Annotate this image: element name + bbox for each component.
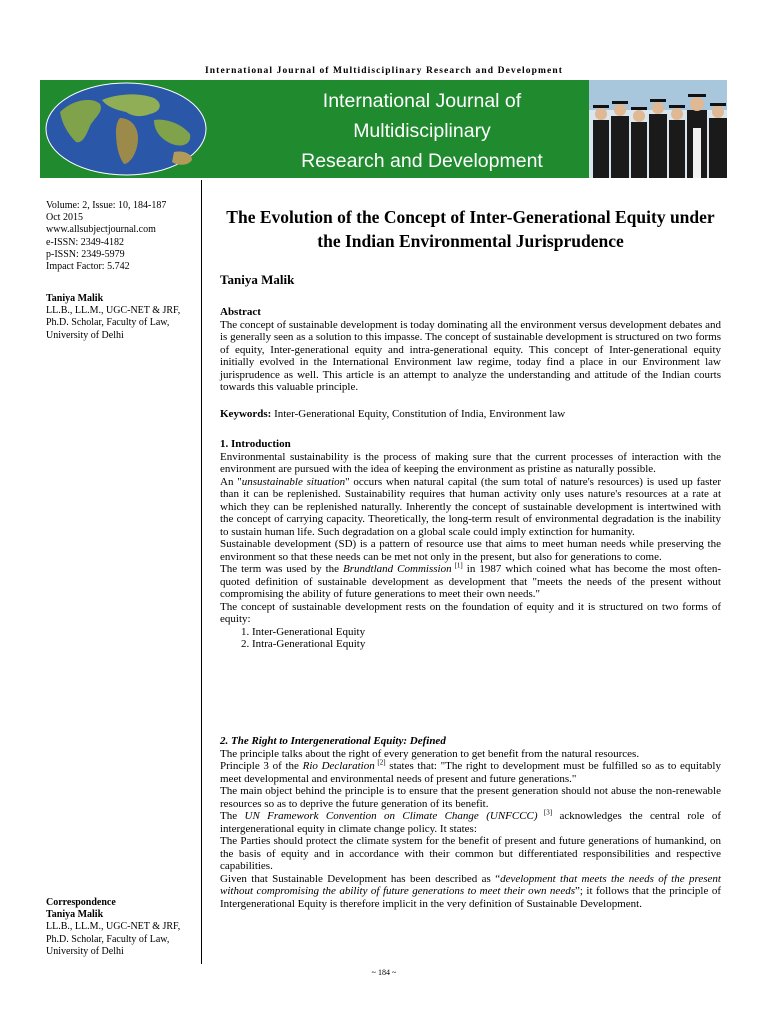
equity-forms-list <box>220 626 721 651</box>
brundtland-commission-term: Brundtland Commission <box>343 563 452 575</box>
journal-banner <box>40 80 727 178</box>
sidebar-author-affiliation: LL.B., LL.M., UGC-NET & JRF, Ph.D. Scholar, Faculty of Law, University of Delhi <box>46 305 181 341</box>
correspondence-label: Correspondence <box>46 897 116 908</box>
section-2-paragraph-5: The Parties should protect the climate system for the benefit of present and future generations of humankind, on the basis of equity and in accordance with their common but differentiated responsibilities and respective capabilities. <box>220 835 721 872</box>
meta-website: www.allsubjectjournal.com <box>46 224 156 236</box>
banner-title <box>272 86 572 176</box>
section-2-paragraph-1: The principle talks about the right of every generation to get benefit from the natural resources. <box>220 747 640 760</box>
globe-image <box>42 82 210 176</box>
intro-paragraph-1: Environmental sustainability is the process of making sure that the current processes of interaction with the environment are pursued with the idea of keeping the environment as pristine as naturally possible. <box>220 450 721 475</box>
keywords-text: Inter-Generational Equity, Constitution of India, Environment law <box>271 408 566 420</box>
sidebar-author-name: Taniya Malik <box>46 293 104 304</box>
abstract-section <box>220 306 721 394</box>
abstract-text: The concept of sustainable development is today dominating all the environment versus development debates and is generally seen as a solution to this impasse. The concept of sustainable development is structured on two forms of equity, Inter-generational equity and intra-generational equity. This concept of Inter-generational equity initially evolved in the International Environment law regime, today find a place in our Environment law jurisprudence as well. This article is an attempt to analyze the understanding and attitude of the Indian courts towards this valuable principle. <box>220 318 721 393</box>
abstract-heading: Abstract <box>220 306 261 318</box>
keywords-label: Keywords: <box>220 408 272 420</box>
correspondence-name: Taniya Malik <box>46 909 104 921</box>
graduates-photo <box>589 80 727 178</box>
meta-date: Oct 2015 <box>46 212 83 224</box>
keywords-section <box>220 408 721 421</box>
banner-title-line-2: Multidisciplinary <box>353 120 491 142</box>
rio-declaration-term: Rio Declaration <box>302 760 375 772</box>
banner-title-line-1: International Journal of <box>322 90 522 112</box>
article-author: Taniya Malik <box>220 272 295 287</box>
intro-paragraph-2: An "unsustainable situation" occurs when natural capital (the sum total of nature's resources) is used up faster than it can be replenished. Sustainability requires that human activity only uses nature's resources at a rate at which they can be replenished naturally. Inherently the concept of sustainable development is intertwined with the concept of carrying capacity. Theoretically, the long-term result of environmental degradation is the inability to sustain human life. Such degradation on a global scale could imply extinction for humanity. <box>220 475 721 538</box>
meta-eissn: e-ISSN: 2349-4182 <box>46 236 125 248</box>
banner-title-line-3: Research and Development <box>301 150 543 172</box>
section-2-paragraph-4: The UN Framework Convention on Climate Change (UNFCCC) [3] acknowledges the central role of intergenerational equity in climate change policy. It states: <box>220 808 721 835</box>
unsustainable-situation-term: unsustainable situation <box>241 475 346 488</box>
page-number: ~ 184 ~ <box>371 968 397 977</box>
section-2-heading: 2. The Right to Intergenerational Equity: Defined <box>220 735 446 747</box>
sidebar-divider <box>201 180 202 964</box>
meta-volume: Volume: 2, Issue: 10, 184-187 <box>46 200 167 211</box>
section-2-paragraph-3: The main object behind the principle is to ensure that the present generation should not abuse the non-renewable resources so as to deprive the future generation of its benefit. <box>220 785 721 810</box>
reference-2: [2] <box>374 758 386 767</box>
section-2-paragraph-6: Given that Sustainable Development has been described as “development that meets the needs of the present without compromising the ability of future generations to meet their own needs”; it follows that the principle of Intergenerational Equity is therefore implicit in the very definition of Sustainable Development. <box>220 872 721 910</box>
article-title: The Evolution of the Concept of Inter-Generational Equity under the Indian Environmental Jurisprudence <box>226 207 715 251</box>
section-2 <box>220 735 721 910</box>
intro-heading: 1. Introduction <box>220 438 291 450</box>
reference-3: [3] <box>537 808 553 817</box>
correspondence-affiliation: LL.B., LL.M., UGC-NET & JRF, Ph.D. Scholar, Faculty of Law, University of Delhi <box>46 921 181 957</box>
correspondence-block <box>46 897 196 958</box>
journal-header-line: International Journal of Multidisciplinary Research and Development <box>205 66 563 76</box>
intro-paragraph-4: The term was used by the Brundtland Commission [1] in 1987 which coined what has become the most often-quoted definition of sustainable development as development that "meets the needs of the present without compromising the ability of future generations to meet their own needs." <box>220 561 721 600</box>
reference-1: [1] <box>451 561 463 570</box>
introduction-section <box>220 438 721 651</box>
sd-definition-quote: development that meets the needs of the present without compromising the ability of future generations to meet their own needs <box>220 872 721 897</box>
issue-metadata <box>46 200 196 273</box>
unfccc-term: UN Framework Convention on Climate Change (UNFCCC) <box>244 810 538 822</box>
meta-pissn: p-ISSN: 2349-5979 <box>46 248 125 260</box>
intro-paragraph-5: The concept of sustainable development rests on the foundation of equity and it is structured on two forms of equity: <box>220 600 721 625</box>
sidebar-author <box>46 293 196 342</box>
intro-paragraph-3: Sustainable development (SD) is a pattern of resource use that aims to meet human needs while preserving the environment so that these needs can be met not only in the present, but also for generations to come. <box>220 538 721 563</box>
section-2-paragraph-2: Principle 3 of the Rio Declaration [2] states that: "The right to development must be fulfilled so as to equitably meet developmental and environmental needs of present and future generations." <box>220 758 721 785</box>
list-item: 1. Inter-Generational Equity <box>252 626 721 639</box>
list-item: 2. Intra-Generational Equity <box>252 638 721 651</box>
meta-impact-factor: Impact Factor: 5.742 <box>46 261 130 273</box>
